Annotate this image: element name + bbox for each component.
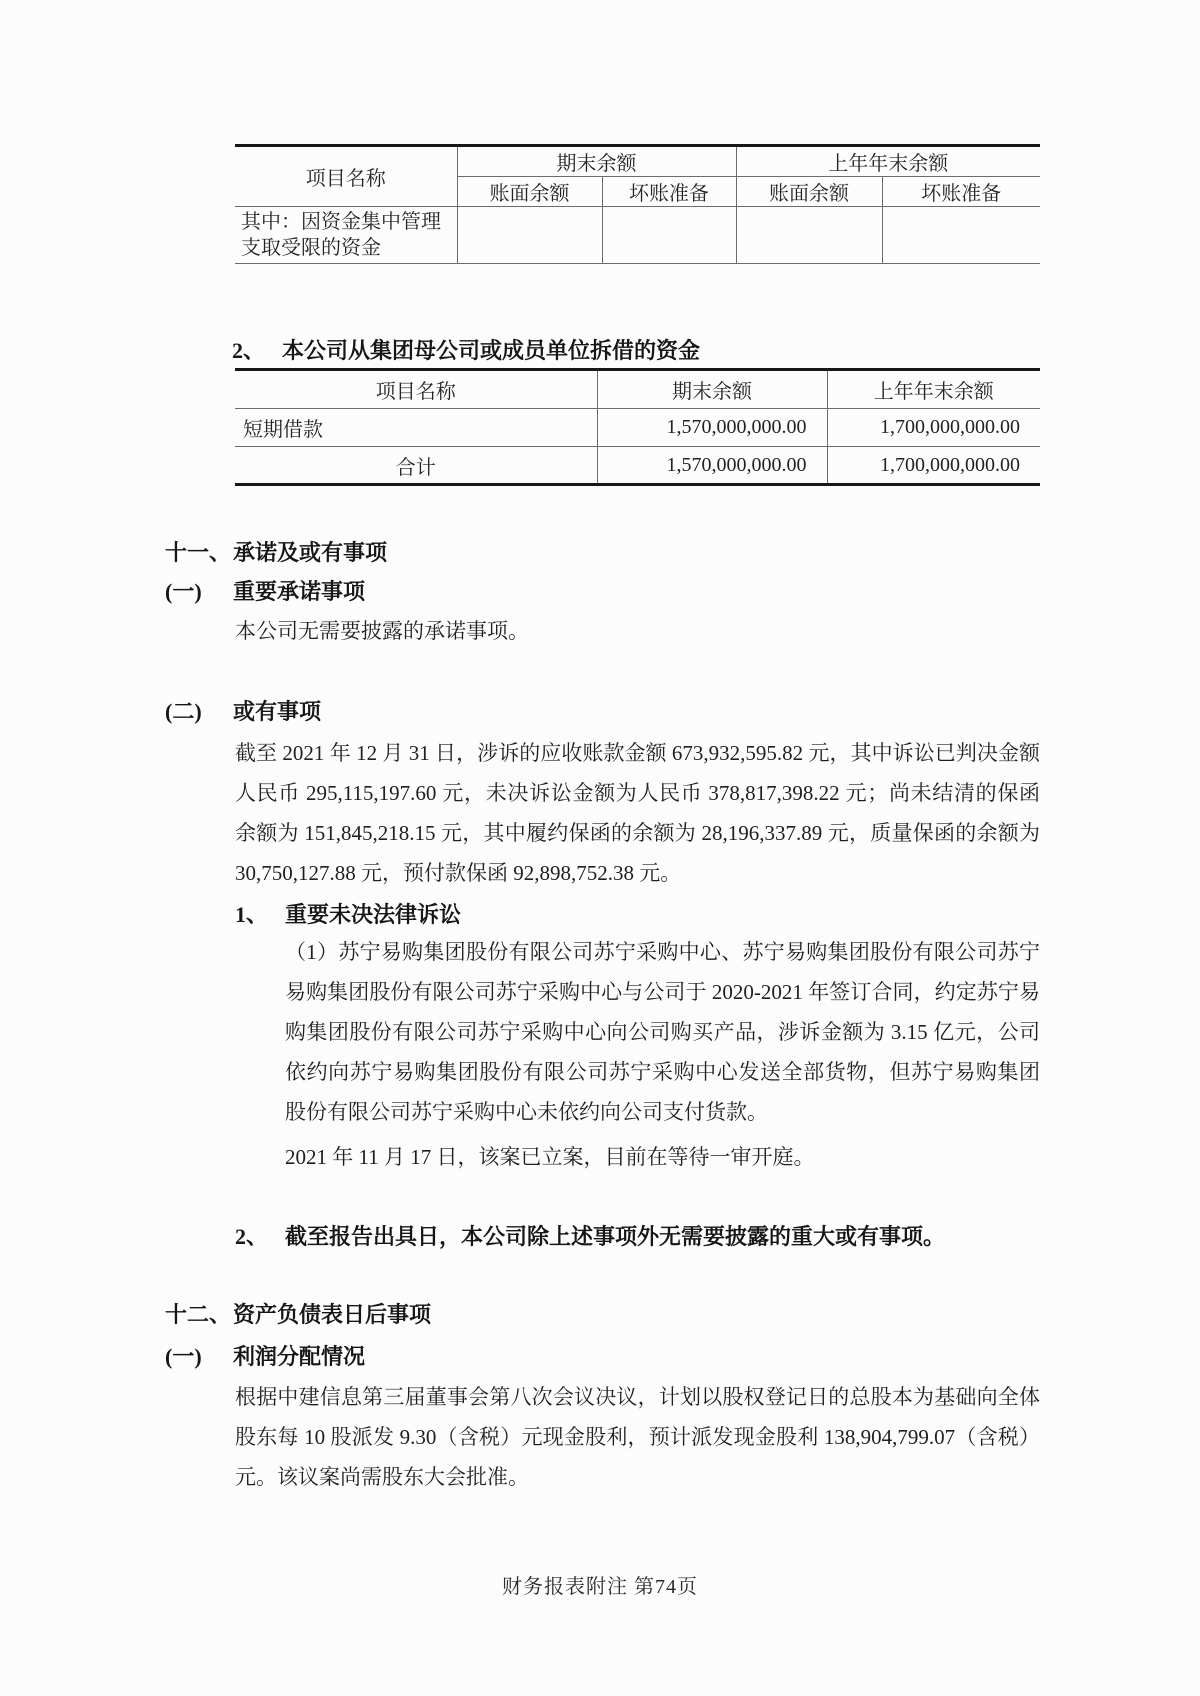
row-item-label: 短期借款	[235, 409, 597, 447]
table-row-short-term-loan	[235, 409, 1040, 447]
item-number: 1、	[235, 902, 269, 927]
subheader-book-balance-prior: 账面余额	[736, 177, 882, 207]
header-ending-balance-group: 期末余额	[457, 146, 736, 177]
total-ending-value: 1,570,000,000.00	[597, 447, 827, 485]
restricted-funds-table	[235, 144, 1040, 264]
section-title: 承诺及或有事项	[233, 540, 388, 565]
header-prior-year-balance: 上年年末余额	[827, 370, 1040, 409]
header-item-name: 项目名称	[235, 146, 457, 207]
profit-distribution-heading	[165, 1343, 365, 1371]
item-title: 截至报告出具日，本公司除上述事项外无需要披露的重大或有事项。	[285, 1224, 946, 1249]
table-header-row	[235, 370, 1040, 409]
subheader-book-balance-ending: 账面余额	[457, 177, 602, 207]
total-label: 合计	[235, 447, 597, 485]
section-borrowed-heading	[232, 337, 700, 365]
subsection-number: (一)	[165, 1344, 202, 1369]
subsection-number: (一)	[165, 579, 202, 604]
row-item-label: 其中：因资金集中管理支取受限的资金	[235, 207, 457, 264]
section-number: 2、	[232, 338, 266, 363]
subheader-bad-debt-prior: 坏账准备	[882, 177, 1040, 207]
row-prior-bad-value	[882, 207, 1040, 264]
header-ending-balance: 期末余额	[597, 370, 827, 409]
profit-distribution-body: 根据中建信息第三届董事会第八次会议决议，计划以股权登记日的总股本为基础向全体股东每 10 股派发 9.30（含税）元现金股利，预计派发现金股利 138,904,799.07（含税）元。该议案尚需股东大会批准。	[235, 1385, 1040, 1489]
subsection-number: (二)	[165, 699, 202, 724]
section-number: 十二、	[165, 1302, 232, 1327]
header-item-name: 项目名称	[235, 370, 597, 409]
row-ending-bad-value	[602, 207, 736, 264]
borrowed-funds-table	[235, 368, 1040, 486]
commitments-body: 本公司无需要披露的承诺事项。	[235, 619, 529, 643]
item-number: 2、	[235, 1224, 269, 1249]
row-ending-value: 1,570,000,000.00	[597, 409, 827, 447]
header-prior-year-group: 上年年末余额	[736, 146, 1040, 177]
subsection-title: 重要承诺事项	[233, 579, 366, 604]
subsection-title: 利润分配情况	[233, 1344, 366, 1369]
subheader-bad-debt-ending: 坏账准备	[602, 177, 736, 207]
item-title: 重要未决法律诉讼	[285, 902, 462, 927]
section-11-heading	[165, 539, 387, 567]
table-row	[235, 207, 1040, 264]
litigation-status-paragraph: 2021 年 11 月 17 日，该案已立案，目前在等待一审开庭。	[285, 1145, 815, 1169]
total-prior-value: 1,700,000,000.00	[827, 447, 1040, 485]
section-title: 本公司从集团母公司或成员单位拆借的资金	[282, 338, 701, 363]
section-title: 资产负债表日后事项	[233, 1302, 432, 1327]
subsection-commitments-heading	[165, 578, 365, 606]
table-row-total	[235, 447, 1040, 485]
section-number: 十一、	[165, 540, 232, 565]
page-footer: 财务报表附注 第74页	[502, 1576, 698, 1598]
row-ending-book-value	[457, 207, 602, 264]
section-12-heading	[165, 1301, 431, 1329]
subsection-title: 或有事项	[233, 699, 322, 724]
pending-litigation-heading	[235, 901, 461, 929]
row-prior-value: 1,700,000,000.00	[827, 409, 1040, 447]
subsection-contingencies-heading	[165, 698, 321, 726]
contingencies-item2-heading	[235, 1223, 945, 1251]
row-prior-book-value	[736, 207, 882, 264]
table-header-row	[235, 146, 1040, 177]
litigation-paragraph: （1）苏宁易购集团股份有限公司苏宁采购中心、苏宁易购集团股份有限公司苏宁易购集团股份有限公司苏宁采购中心与公司于 2020-2021 年签订合同，约定苏宁易购集团股份有限公司苏宁采购中心向公司购买产品，涉诉金额为 3.15 亿元，公司依约向苏宁易购集团股份有限公司苏宁采购中心发送全部货物，但苏宁易购集团股份有限公司苏宁采购中心未依约向公司支付货款。	[285, 940, 1040, 1124]
contingencies-body: 截至 2021 年 12 月 31 日，涉诉的应收账款金额 673,932,595.82 元，其中诉讼已判决金额人民币 295,115,197.60 元，未决诉讼金额为人民币 378,817,398.22 元；尚未结清的保函余额为 151,845,218.15 元，其中履约保函的余额为 28,196,337.89 元，质量保函的余额为 30,750,127.88 元，预付款保函 92,898,752.38 元。	[235, 741, 1040, 885]
